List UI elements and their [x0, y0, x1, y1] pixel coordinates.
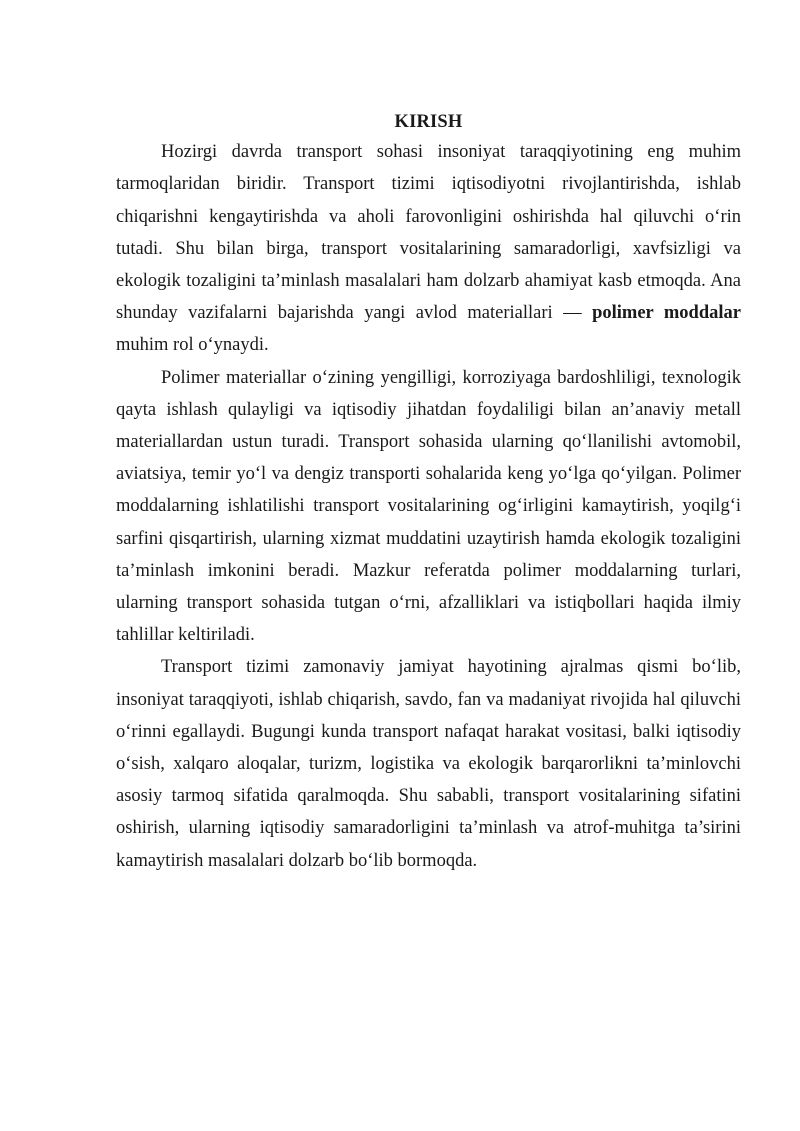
paragraph-2: Polimer materiallar o‘zining yengilligi, korroziyaga bardoshliligi, texnologik qayta ishlash qulayligi va iqtisodiy jihatdan foydaliligi bilan an’anaviy metall materiallardan ustun turadi. Transport sohasida ularning qo‘llanilishi avtomobil, aviatsiya, temir yo‘l va dengiz transporti sohalarida keng yo‘lga qo‘yilgan. Polimer moddalarning ishlatilishi transport vositalarining og‘irligini kamaytirish, yoqilg‘i sarfini qisqartirish, ularning xizmat muddatini uzaytirish hamda ekologik tozaligini ta’minlash imkonini beradi. Mazkur referatda polimer moddalarning turlari, ularning transport sohasida tutgan o‘rni, afzalliklari va istiqbollari haqida ilmiy tahlillar keltiriladi. — [116, 367, 741, 646]
paragraph-1 — [116, 136, 741, 361]
document-body — [116, 106, 741, 877]
paragraph-1-text: Hozirgi davrda transport sohasi insoniyat taraqqiyotining eng muhim tarmoqlaridan biridir. Transport tizimi iqtisodiyotni rivojlantirishda, ishlab chiqarishni kengaytirishda va aholi farovonligini oshirishda hal qiluvchi o‘rin tutadi. Shu bilan birga, transport vositalarining samaradorligi, xavfsizligi va ekologik tozaligini ta’minlash masalalari ham dolzarb ahamiyat kasb etmoqda. Ana shunday vazifalarni bajarishda yangi avlod materiallari — — [116, 142, 741, 324]
paragraph-3: Transport tizimi zamonaviy jamiyat hayotining ajralmas qismi bo‘lib, insoniyat taraqqiyoti, ishlab chiqarish, savdo, fan va madaniyat rivojida hal qiluvchi o‘rinni egallaydi. Bugungi kunda transport nafaqat harakat vositasi, balki iqtisodiy o‘sish, xalqaro aloqalar, turizm, logistika va ekologik barqarorlikni ta’minlovchi asosiy tarmoq sifatida qaralmoqda. Shu sababli, transport vositalarining sifatini oshirish, ularning iqtisodiy samaradorligini ta’minlash va atrof-muhitga ta’sirini kamaytirish masalalari dolzarb bo‘lib bormoqda. — [116, 657, 741, 871]
bold-term: polimer moddalar — [592, 303, 741, 324]
page-title: KIRISH — [394, 112, 463, 132]
paragraph-1-ending: muhim rol o‘ynaydi. — [116, 335, 269, 356]
